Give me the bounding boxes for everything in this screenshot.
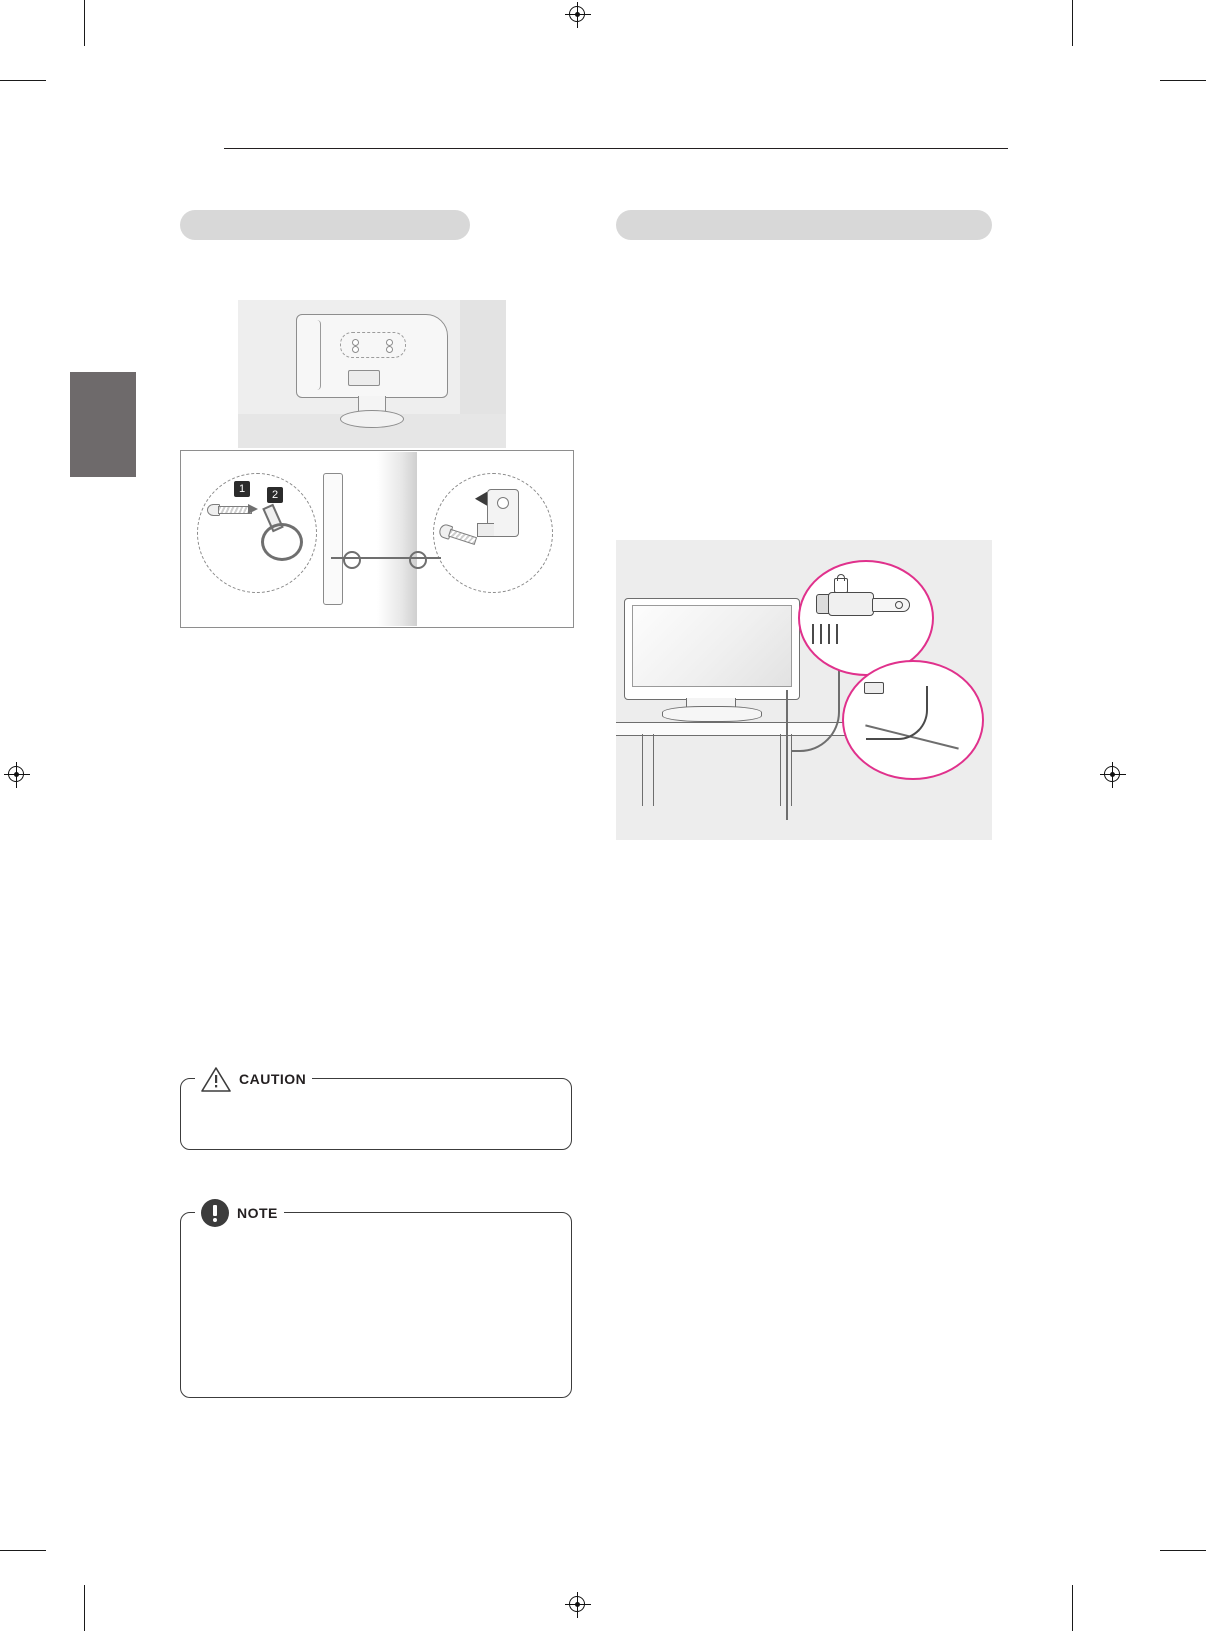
warning-triangle-icon — [201, 1066, 231, 1093]
tv-front-view — [624, 598, 798, 716]
exclamation-icon — [201, 1199, 229, 1227]
lock-icon — [834, 578, 848, 593]
table-leg-left — [642, 734, 654, 806]
caution-title: CAUTION — [239, 1071, 307, 1087]
section-tab-marker — [70, 372, 136, 477]
section-heading-left — [180, 210, 470, 240]
crop-mark-right-top — [1160, 80, 1206, 81]
rear-port — [348, 370, 380, 386]
wall-edge — [377, 452, 417, 626]
caution-header — [195, 1063, 312, 1095]
registration-mark-top — [565, 2, 591, 28]
note-box — [180, 1205, 572, 1398]
crop-mark-left-bottom — [0, 1550, 46, 1551]
step-number-1: 1 — [234, 481, 250, 497]
eye-bolt-icon — [253, 503, 301, 561]
security-slot-marks — [812, 624, 846, 644]
kensington-lock-illustration — [616, 540, 992, 840]
wall-anchor-detail-illustration — [180, 450, 574, 628]
crop-mark-bottom-right — [1072, 1585, 1073, 1631]
tv-side-profile — [323, 473, 343, 605]
table-edge — [786, 690, 788, 820]
screw-icon — [207, 503, 259, 515]
caution-box — [180, 1071, 572, 1150]
tv-wall-illustration — [238, 300, 506, 448]
cable-detail-plug — [864, 682, 884, 694]
lock-anchor-plate — [872, 598, 910, 612]
section-heading-right — [616, 210, 992, 240]
crop-mark-bottom-left — [84, 1585, 85, 1631]
lock-detail-callout — [798, 560, 934, 676]
registration-mark-right — [1100, 762, 1126, 788]
crop-mark-top-right — [1072, 0, 1073, 46]
wall-bracket-icon — [477, 489, 521, 547]
vesa-hole-group — [340, 332, 406, 358]
securing-cord — [331, 547, 441, 569]
stand-base — [340, 410, 404, 428]
crop-mark-left-top — [0, 80, 46, 81]
crop-mark-top-left — [84, 0, 85, 46]
note-title: NOTE — [237, 1205, 278, 1221]
crop-mark-right-bottom — [1160, 1550, 1206, 1551]
note-header — [195, 1197, 284, 1229]
step-number-2: 2 — [267, 487, 283, 503]
tv-rear-view — [296, 314, 446, 406]
header-rule — [224, 148, 1008, 149]
lock-body — [828, 592, 874, 616]
registration-mark-bottom — [565, 1592, 591, 1618]
registration-mark-left — [4, 762, 30, 788]
